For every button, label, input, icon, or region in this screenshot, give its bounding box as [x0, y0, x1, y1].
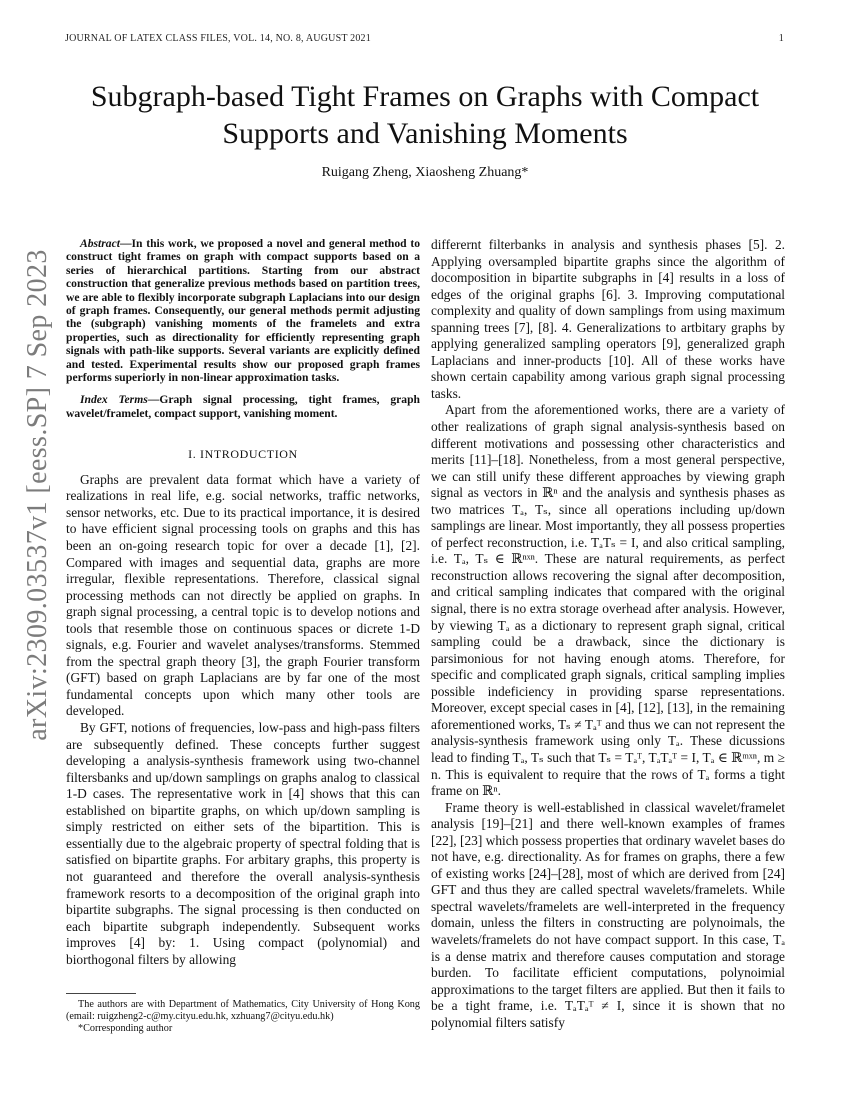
page-number: 1: [778, 33, 784, 44]
footnotes: [66, 999, 420, 1035]
index-terms: [66, 393, 420, 420]
paragraph: differernt filterbanks in analysis and synthesis phases [5]. 2. Applying oversampled bipartite graphs since the algorithm of docomposition in bipartite subgraphs in [4] results in a loss of edges of the original graphs [6]. 3. Improving computational complexity and quality of down samplings from using maximum spanning trees [7], [8]. 4. Generalizations to artbitary graphs by applying generalized sampling operators [9], generalized graph Laplacians and inner-products [10]. All of these works have shown certain capability among various graph signal processing tasks.: [431, 237, 785, 401]
footnote-divider: [66, 993, 136, 994]
abstract-text: —In this work, we proposed a novel and general method to construct tight frames on graph with compact supports based on a series of hierarchical partitions. Starting from our abstract construction that generalize previous methods based on partition trees, we are able to flexibly incorporate subgraph Laplacians into our design of graph frames. Consequently, our general methods permit adjusting the (subgraph) vanishing moments of the framelets and extra properties, such as directionality for efficiently representing graph signals with path-like supports. Several variants are explicitly defined and tested. Experimental results show our proposed graph frames performs superiorly in non-linear approximation tasks.: [66, 237, 420, 385]
abstract-label: Abstract: [80, 237, 120, 250]
abstract: [66, 237, 420, 384]
footnote-corresponding: *Corresponding author: [78, 1023, 173, 1034]
footnote-affiliation: The authors are with Department of Mathematics, City University of Hong Kong (email: ruigzheng2-c@my.cityu.edu.hk, xzhuang7@cityu.edu.hk): [66, 999, 420, 1022]
paragraph: Apart from the aforementioned works, there are a variety of other realizations of graph signal analysis-synthesis based on different motivations and possessing other characteristics and merits [11]–[18]. Nonetheless, from a most general perspective, we can still unify these different approaches by viewing graph signal as vectors in ℝⁿ and the analysis and synthesis phases as two matrices Tₐ, Tₛ, since all operations including up/down samplings are linear. Most importantly, they all possess properties of perfect reconstruction, i.e. TₐTₛ = I, and also critical sampling, i.e. Tₐ, Tₛ ∈ ℝⁿˣⁿ. These are natural requirements, as perfect reconstruction allows recovering the signal after decomposition, and critical sampling indicates that compared with the original signal, there is no extra storage overhead after analysis. However, by viewing Tₐ as a dictionary to represent graph signal, critical sampling could be a drawback, since the dictionary is parsimonious for not having enough atoms. Therefore, for specific and complicated graph signals, critical sampling implies possible indeficiency in providing sparse representations. Moreover, except special cases in [4], [12], [13], in the remaining aforementioned works, Tₛ ≠ Tₐᵀ and thus we can not represent the analysis-synthesis framework using only Tₐ. These dicussions lead to finding Tₐ, Tₛ such that Tₛ = Tₐᵀ, TₐTₐᵀ = I, Tₐ ∈ ℝᵐˣⁿ, m ≥ n. This is equivalent to require that the rows of Tₐ forms a tight frame on ℝⁿ.: [431, 402, 785, 799]
index-terms-text: —Graph signal processing, tight frames, graph wavelet/framelet, compact support, vanishing moment.: [66, 393, 420, 420]
section-heading-introduction: I. INTRODUCTION: [188, 447, 298, 462]
arxiv-side-stamp: [14, 249, 62, 741]
journal-line: JOURNAL OF LATEX CLASS FILES, VOL. 14, NO. 8, AUGUST 2021: [65, 33, 371, 44]
left-column: [66, 237, 420, 968]
arxiv-identifier: arXiv:2309.03537v1 [eess.SP] 7 Sep 2023: [22, 249, 53, 741]
running-header: [65, 33, 784, 44]
index-terms-label: Index Terms: [80, 393, 148, 407]
right-column: [431, 237, 785, 1031]
paper-authors: Ruigang Zheng, Xiaosheng Zhuang*: [321, 165, 529, 180]
paragraph: By GFT, notions of frequencies, low-pass and high-pass filters are subsequently defined. These concepts further suggest developing a analysis-synthesis framework using two-channel filtersbanks and up/down samplings on graphs analog to classical 1-D cases. The representative work in [4] shows that this can established on bipartite graphs, on which up/down sampling is simply restricted on either sets of the bipartition. This is essentially due to the algebraic property of spectral folding that is satisfied on bipartite graphs. For arbitary graphs, this property is not guaranteed and therefore the overall analysis-synthesis framework resorts to a decomposition of the original graph into bipartite subgraphs. The signal processing is then conducted on each bipartite subgraph independently. Subsequent works improves [4] by: 1. Using compact (polynomial) and biorthogonal filters by allowing: [66, 720, 420, 967]
paragraph: Frame theory is well-established in classical wavelet/framelet analysis [19]–[21] and there well-known examples of frames [22], [23] which possess properties that ordinary wavelet bases do not have, e.g. directionality. As for frames on graphs, there a few of existing works [24]–[28], most of which are derived from [24] GFT and thus they are called spectral wavelets/framelets. While spectral wavelets/framelets are well-interpreted in the frequency domain, unless the filters in constructing are polynoimals, the wavelets/framelets do not have compact support. In this case, Tₐ is a dense matrix and therefore causes computation and storage burden. To facilitate efficient computations, polynoimial approximations to the target filters are applied. But then it fails to be a tight frame, i.e. TₐTₐᵀ ≠ I, since it is shown that no polynomial filters satisfy: [431, 799, 786, 1030]
paper-title: Subgraph-based Tight Frames on Graphs with Compact Supports and Vanishing Moments: [90, 80, 760, 150]
paragraph: Graphs are prevalent data format which have a variety of realizations in real life, e.g. social networks, traffic networks, sensor networks, etc. Due to its practical importance, it is desired to have efficient signal processing tools on graphs and this has been an on-going research topic for over a decade [1], [2]. Compared with images and sequential data, graphs are more irregular, flexible representations. Therefore, classical signal processing methods can not directly be applied on graphs. In graph signal processing, a central topic is to develop notions and tools that resemble those on continuous spaces or dicrete 1-D signals, e.g. Fourier and wavelet analyses/transforms. Stemmed from the spectral graph theory [3], the graph Fourier transform (GFT) based on graph Laplacians are by far one of the most fundamental concepts upon which many other tools are developed.: [66, 471, 420, 719]
